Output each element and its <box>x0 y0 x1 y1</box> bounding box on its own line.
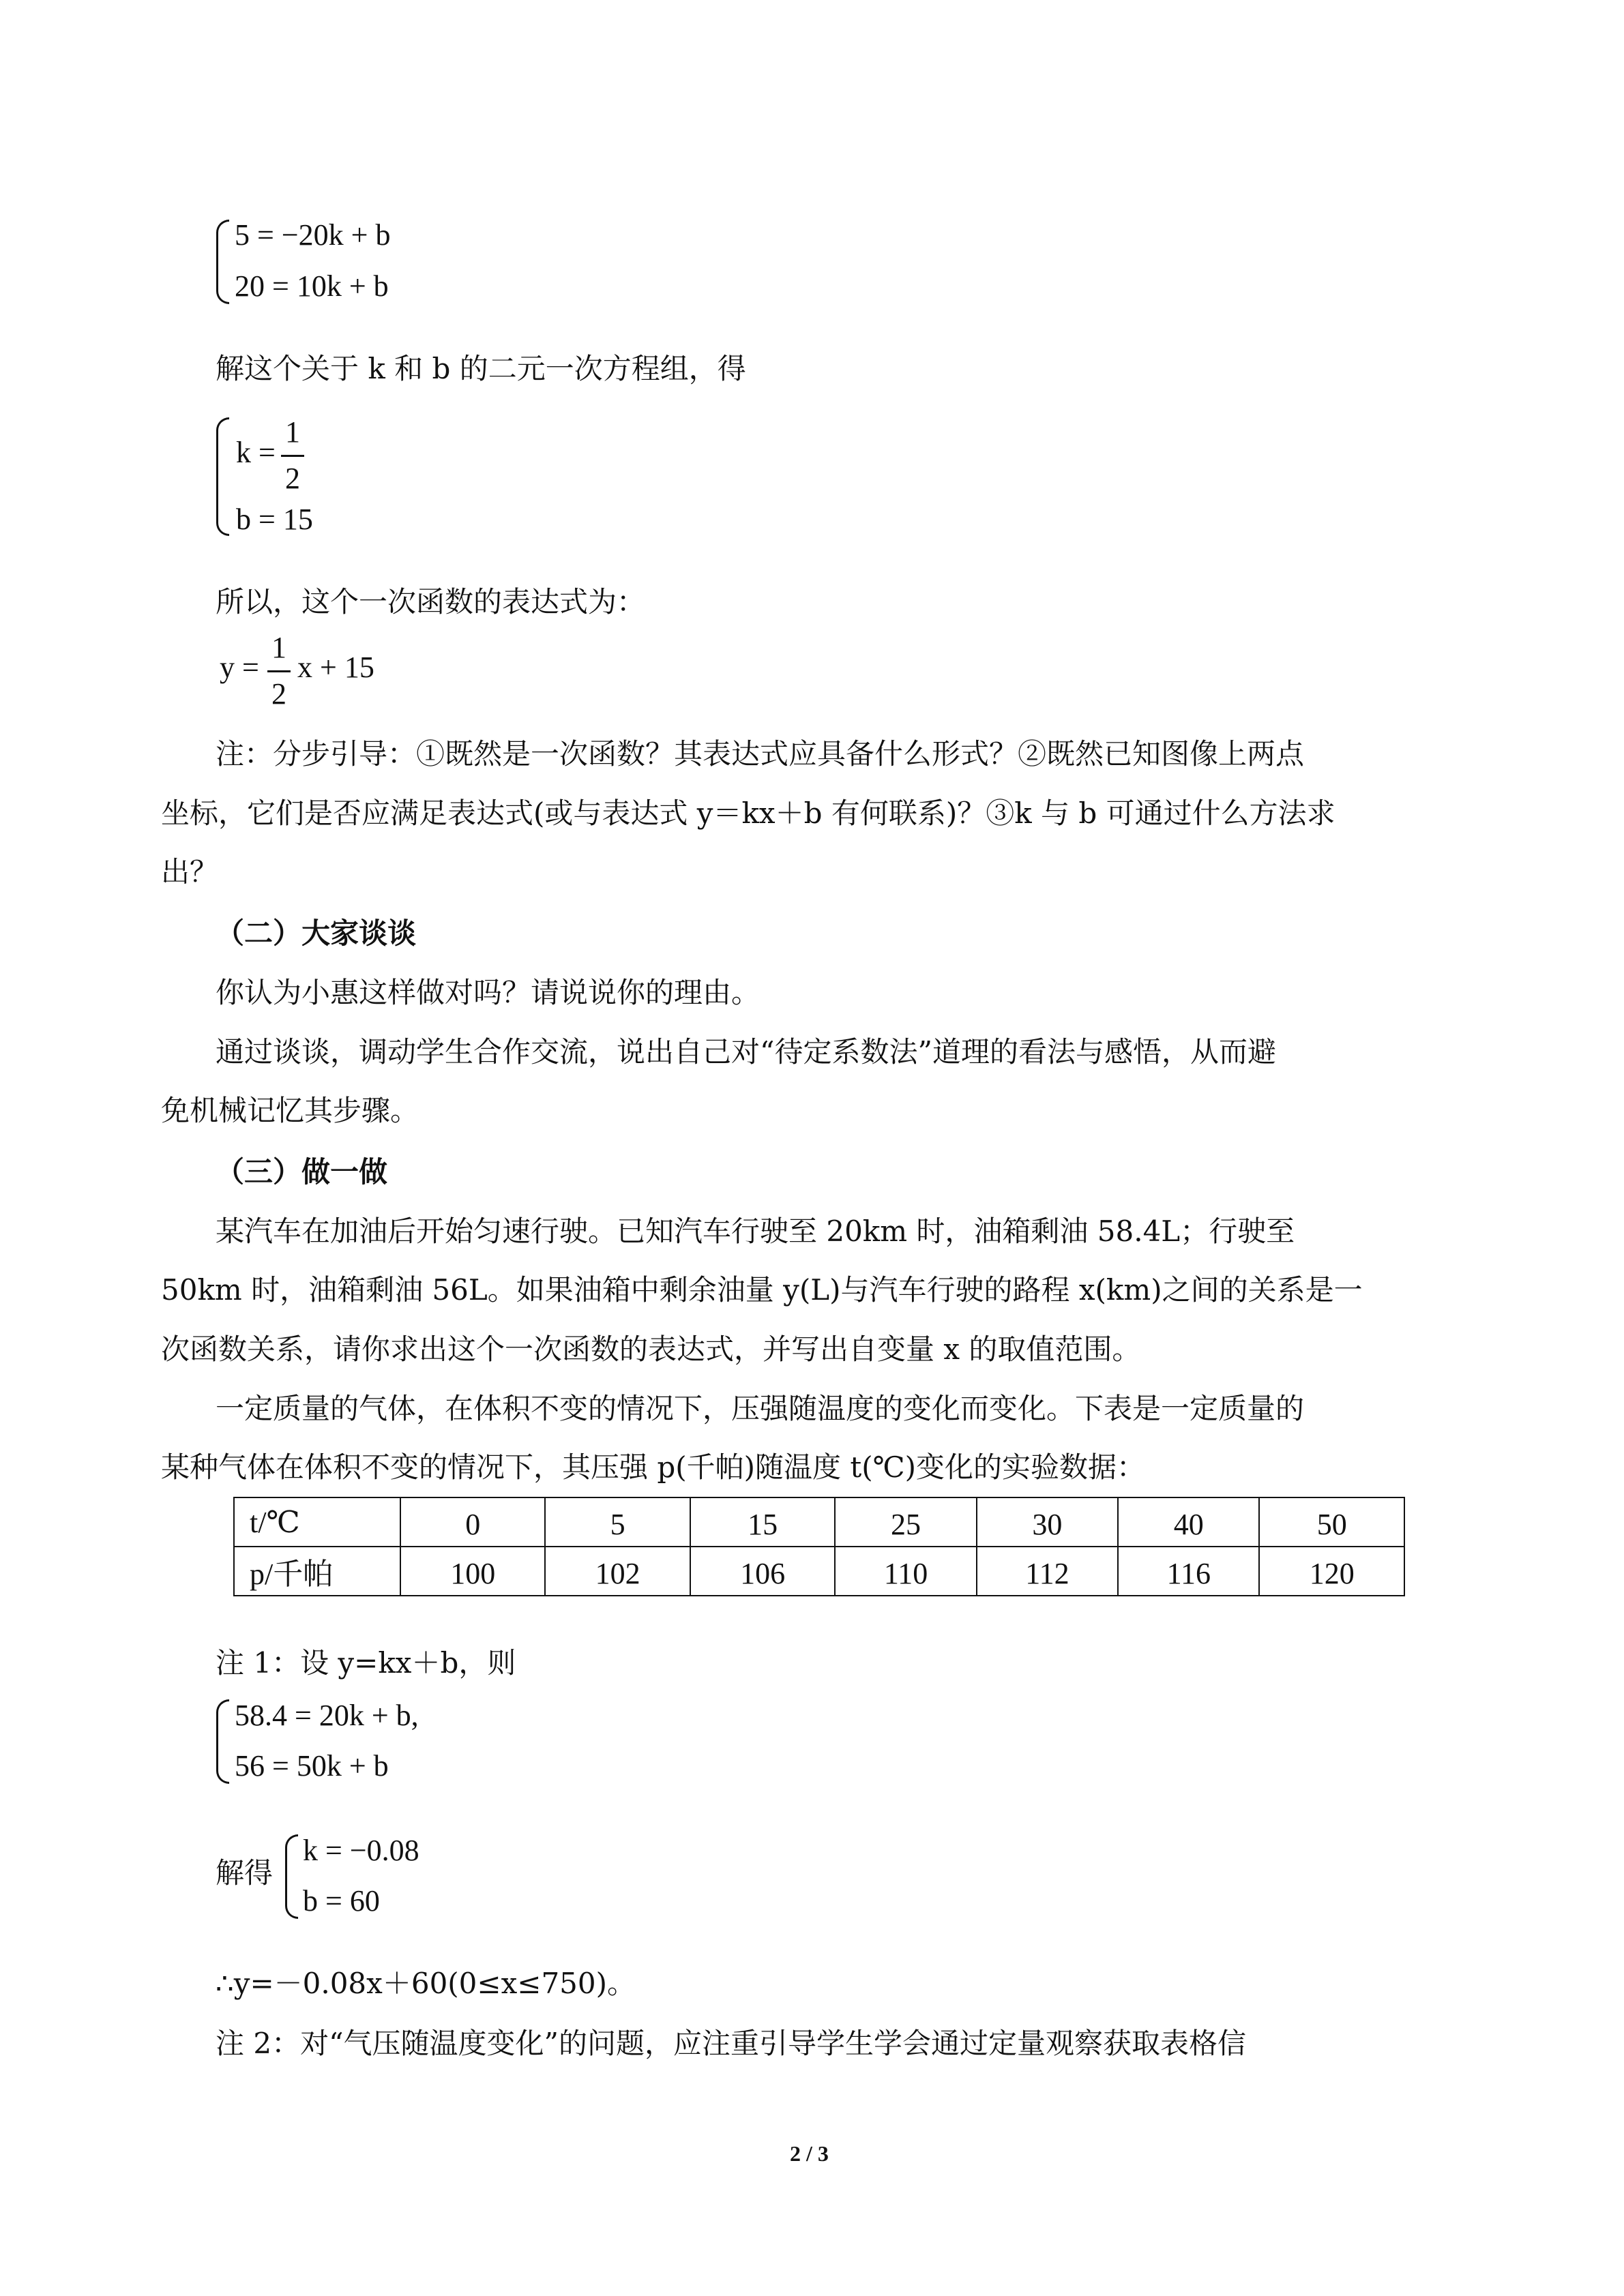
fraction <box>281 415 304 495</box>
table-cell: 112 <box>977 1547 1118 1596</box>
paragraph-line: 免机械记忆其步骤。 <box>161 1094 419 1127</box>
table-cell: 100 <box>400 1547 545 1596</box>
equation-brace <box>216 1699 229 1784</box>
paragraph-line: 通过谈谈，调动学生合作交流，说出自己对“待定系数法”道理的看法与感悟，从而避 <box>216 1035 1276 1069</box>
paragraph: ∴y=－0.08x＋60(0≤x≤750)。 <box>216 1967 636 2000</box>
equation-line: b = 15 <box>236 503 313 536</box>
paragraph: 解这个关于 k 和 b 的二元一次方程组，得 <box>216 352 746 385</box>
equation-line: 56 = 50k + b <box>235 1749 389 1783</box>
equation-line: 5 = −20k + b <box>235 218 391 252</box>
note-line: 注：分步引导：①既然是一次函数？其表达式应具备什么形式？②既然已知图像上两点 <box>216 737 1305 771</box>
equation-line: k = −0.08 <box>303 1834 419 1867</box>
note-line: 坐标，它们是否应满足表达式(或与表达式 y＝kx＋b 有何联系)？③k 与 b 可通过什么方法求 <box>161 796 1335 830</box>
fraction-denominator: 2 <box>271 677 286 711</box>
table-row-label: t/℃ <box>234 1497 400 1547</box>
paragraph: 你认为小惠这样做对吗？请说说你的理由。 <box>216 976 761 1009</box>
paragraph: 所以，这个一次函数的表达式为： <box>216 585 646 618</box>
data-table <box>233 1497 1405 1596</box>
table-cell: 15 <box>690 1497 835 1547</box>
fraction-numerator: 1 <box>285 415 300 449</box>
equation-line: y = <box>220 651 259 684</box>
equation-line: k = <box>236 436 276 469</box>
table-cell: 30 <box>977 1497 1118 1547</box>
paragraph-line: 次函数关系，请你求出这个一次函数的表达式，并写出自变量 x 的取值范围。 <box>161 1332 1141 1366</box>
section-title: （三）做一做 <box>216 1155 388 1189</box>
table-cell: 106 <box>690 1547 835 1596</box>
equation-brace <box>216 220 229 304</box>
fraction-bar <box>267 670 291 672</box>
paragraph-line: 某种气体在体积不变的情况下，其压强 p(千帕)随温度 t(℃)变化的实验数据： <box>161 1450 1145 1484</box>
fraction-numerator: 1 <box>271 631 286 664</box>
paragraph: 注 2：对“气压随温度变化”的问题，应注重引导学生学会通过定量观察获取表格信 <box>216 2027 1247 2060</box>
equation-line: 58.4 = 20k + b, <box>235 1699 419 1732</box>
table-cell: 110 <box>835 1547 976 1596</box>
table-cell: 0 <box>400 1497 545 1547</box>
table-cell: 40 <box>1118 1497 1259 1547</box>
paragraph: 解得 <box>216 1856 274 1890</box>
table-row <box>234 1547 1404 1596</box>
fraction <box>267 631 291 711</box>
paragraph: 注 1：设 y=kx＋b，则 <box>216 1646 516 1680</box>
fraction-denominator: 2 <box>285 462 300 495</box>
table-cell: 116 <box>1118 1547 1259 1596</box>
table-cell: 120 <box>1259 1547 1404 1596</box>
table-row <box>234 1497 1404 1547</box>
equation-line: x + 15 <box>297 651 374 684</box>
table-cell: 102 <box>545 1547 690 1596</box>
equation-line: 20 = 10k + b <box>235 269 389 303</box>
table-cell: 5 <box>545 1497 690 1547</box>
equation-brace <box>216 417 229 536</box>
paragraph-line: 一定质量的气体，在体积不变的情况下，压强随温度的变化而变化。下表是一定质量的 <box>216 1392 1305 1425</box>
equation-brace <box>285 1834 298 1919</box>
table-cell: 25 <box>835 1497 976 1547</box>
page-number: 2 / 3 <box>790 2141 829 2166</box>
section-title: （二）大家谈谈 <box>216 916 417 950</box>
fraction-bar <box>281 455 304 457</box>
paragraph-line: 某汽车在加油后开始匀速行驶。已知汽车行驶至 20km 时，油箱剩油 58.4L；行驶至 <box>216 1214 1295 1248</box>
table-cell: 50 <box>1259 1497 1404 1547</box>
paragraph-line: 50km 时，油箱剩油 56L。如果油箱中剩余油量 y(L)与汽车行驶的路程 x(km)之间的关系是一 <box>161 1273 1363 1307</box>
note-line: 出？ <box>161 855 219 889</box>
equation-line: b = 60 <box>303 1884 380 1918</box>
table-row-label: p/千帕 <box>234 1547 400 1596</box>
